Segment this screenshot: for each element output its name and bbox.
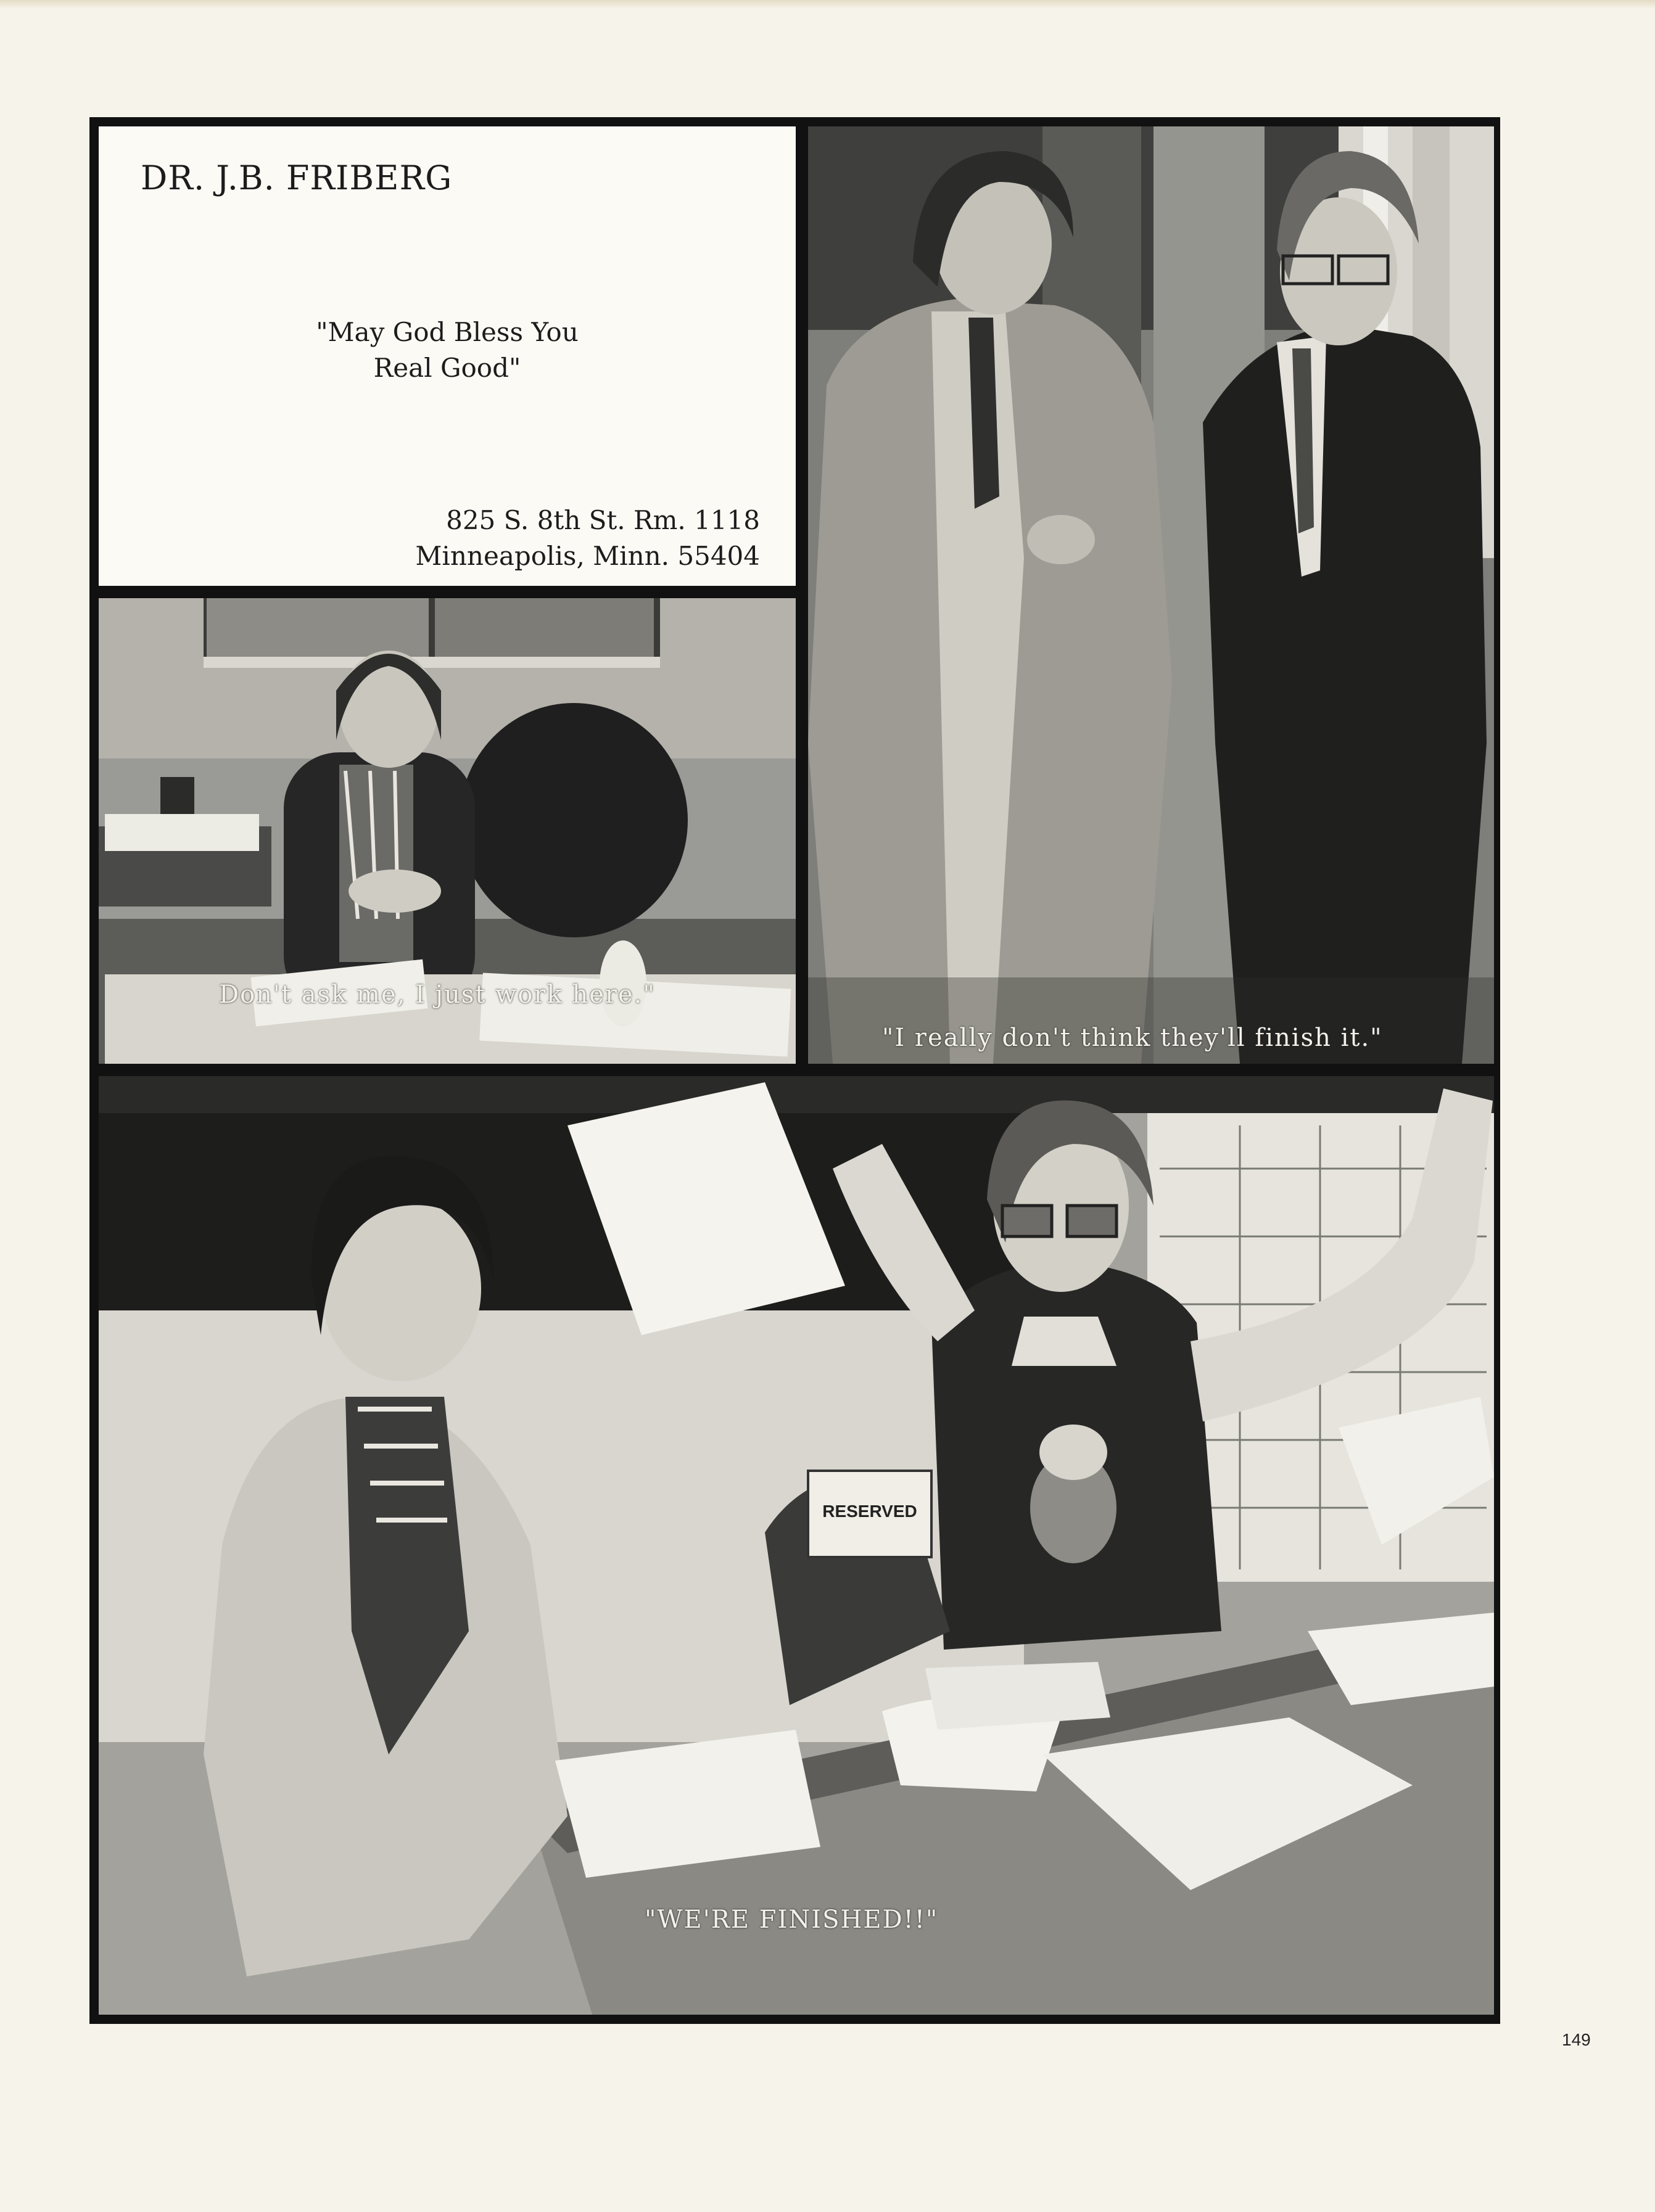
photo-man-at-desk: [99, 598, 796, 1064]
card-address-line-1: 825 S. 8th St. Rm. 1118: [446, 505, 760, 535]
card-quote: [99, 315, 796, 386]
card-quote-line-2: Real Good": [373, 353, 521, 383]
photo-two-men-image: [808, 126, 1494, 1064]
photo-two-men-finished: [99, 1076, 1494, 2015]
card-address-line-2: Minneapolis, Minn. 55404: [415, 541, 760, 571]
page-number: 149: [1562, 2030, 1591, 2049]
photo-two-men: [808, 126, 1494, 1064]
reserved-sign: RESERVED: [822, 1502, 917, 1521]
page-edge: [0, 0, 1655, 9]
card-quote-line-1: "May God Bless You: [316, 317, 579, 347]
two-men-photo-caption: "I really don't think they'll finish it.": [882, 1024, 1383, 1052]
card-address: [415, 503, 760, 574]
desk-photo-caption: Don't ask me, I just work here.": [219, 981, 656, 1009]
finished-photo-caption: "WE'RE FINISHED!!": [645, 1906, 939, 1934]
card-name: DR. J.B. FRIBERG: [141, 158, 453, 197]
photo-finished-image: [99, 1076, 1494, 2015]
business-card: [99, 126, 796, 586]
